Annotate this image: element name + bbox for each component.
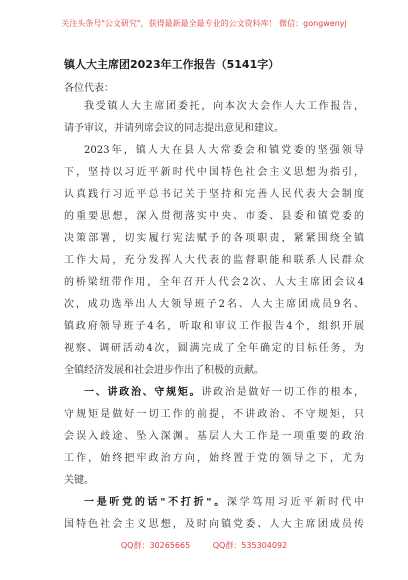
document-title: 镇人大主席团2023年工作报告（5141字） [64,58,280,71]
qq-group-1: QQ群：30265665 [120,541,191,550]
text-line: 我受镇人大主席团委托，向本次大会作人大工作报告， [84,101,364,112]
text-line: 关键。 [64,475,94,486]
header-banner: 关注头条号"公文研究"，获得最新最全最专业的公文资料库！ 微信：gongwenyj [61,19,347,28]
paragraph-subsection-one [64,492,364,536]
section-heading: 一、讲政治、守规矩。 [84,387,202,398]
text-line: 全镇经济发展和社会进步作出了积极的贡献。 [64,365,264,376]
text-line: 认真践行习近平总书记关于坚持和完善人民代表大会制度 [64,189,364,200]
text-line: 工作大局，充分发挥人大代表的监督职能和联系人民群众 [64,255,364,266]
text-line: 下，坚持以习近平新时代中国特色社会主义思想为指引， [64,167,364,178]
text-line: 守规矩是做好一切工作的前提，不讲政治、不守规矩，只 [64,409,364,420]
heading-trailing-text: 深学笃用习近平新时代中 [226,497,364,508]
text-line: 的桥梁纽带作用，全年召开人代会2次、人大主席团会议4 [64,277,364,288]
text-line: 次，成功选举出人大领导班子2名、人大主席团成员9名、 [64,299,364,310]
heading-trailing-text: 讲政治是做好一切工作的根本， [201,387,364,398]
text-line: 国特色社会主义思想，及时向镇党委、人大主席团成员传 [64,519,364,530]
paragraph-intro [64,96,364,140]
text-line: 镇政府领导班子4名，听取和审议工作报告4个，组织开展 [64,321,364,332]
text-line: 的重要思想，深入贯彻落实中央、市委、县委和镇党委的 [64,211,364,222]
text-line: 视察、调研活动4次，圆满完成了全年确定的目标任务，为 [64,343,364,354]
text-line: 工作，始终把牢政治方向，始终置于党的领导之下，尤为 [64,453,364,464]
qq-group-2: QQ群：535304092 [212,541,288,550]
text-line: 会误入歧途、坠入深渊。基层人大工作是一项重要的政治 [64,431,364,442]
text-line [64,492,364,514]
text-line: 请予审议，并请列席会议的同志提出意见和建议。 [64,123,284,134]
text-line: 2023年，镇人大在县人大常委会和镇党委的坚强领导 [84,145,364,156]
subsection-heading: 一是听党的话"不打折"。 [84,497,227,508]
footer-contact [0,540,408,551]
paragraph-summary [64,140,364,382]
paragraph-section-one [64,382,364,492]
salutation: 各位代表： [64,83,114,94]
text-line [64,382,364,404]
text-line: 决策部署，切实履行宪法赋予的各项职责，紧紧围绕全镇 [64,233,364,244]
